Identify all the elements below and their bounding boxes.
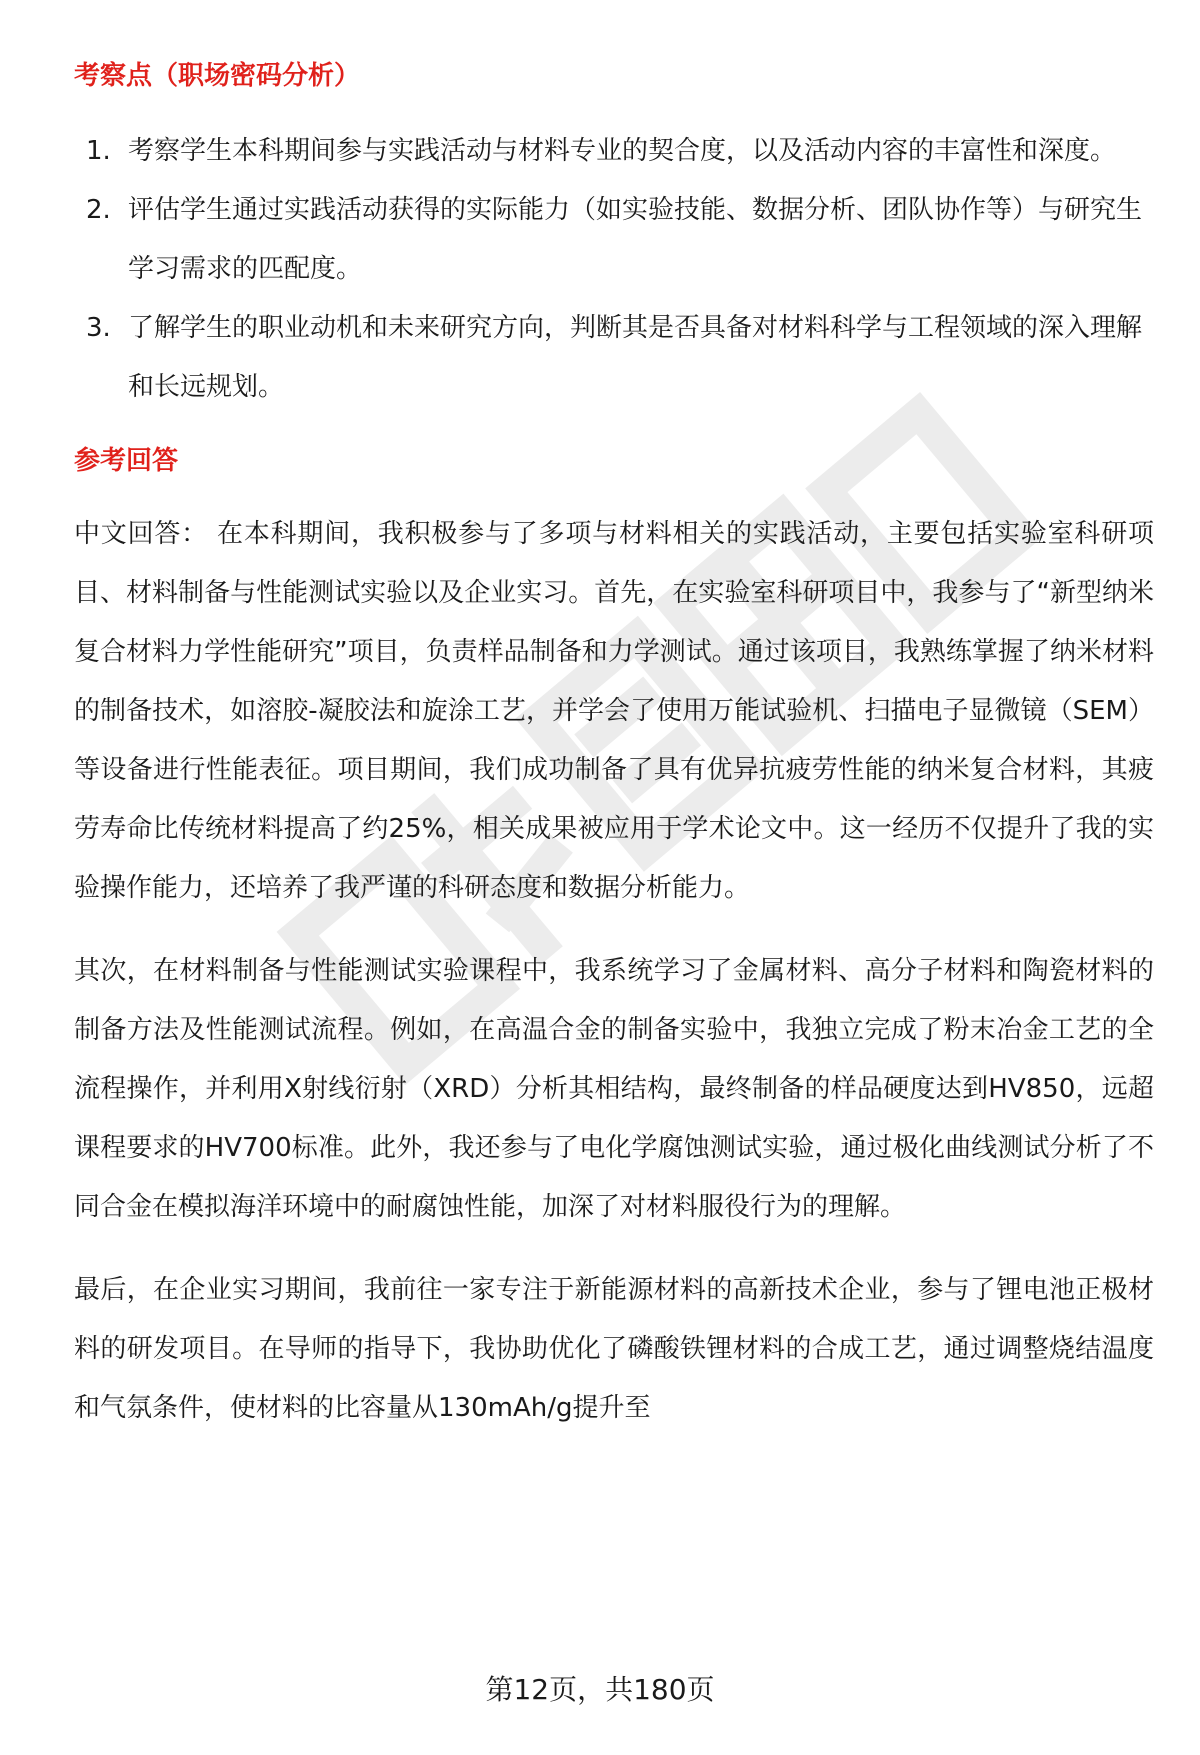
list-item-number: 2. (86, 195, 111, 225)
document-page (74, 58, 1154, 1438)
answer-paragraph: 其次，在材料制备与性能测试实验课程中，我系统学习了金属材料、高分子材料和陶瓷材料的制备方法及性能测试流程。例如，在高温合金的制备实验中，我独立完成了粉末冶金工艺的全流程操作，并利用X射线衍射（XRD）分析其相结构，最终制备的样品硬度达到HV850，远超课程要求的HV700标准。此外，我还参与了电化学腐蚀测试实验，通过极化曲线测试分析了不同合金在模拟海洋环境中的耐腐蚀性能，加深了对材料服役行为的理解。 (74, 956, 1154, 1222)
answer-paragraph: 中文回答： 在本科期间，我积极参与了多项与材料相关的实践活动，主要包括实验室科研项目、材料制备与性能测试实验以及企业实习。首先，在实验室科研项目中，我参与了“新型纳米复合材料力学性能研究”项目，负责样品制备和力学测试。通过该项目，我熟练掌握了纳米材料的制备技术，如溶胶-凝胶法和旋涂工艺，并学会了使用万能试验机、扫描电子显微镜（SEM）等设备进行性能表征。项目期间，我们成功制备了具有优异抗疲劳性能的纳米复合材料，其疲劳寿命比传统材料提高了约25%，相关成果被应用于学术论文中。这一经历不仅提升了我的实验操作能力，还培养了我严谨的科研态度和数据分析能力。 (74, 519, 1154, 903)
list-item-text: 了解学生的职业动机和未来研究方向，判断其是否具备对材料科学与工程领域的深入理解和长远规划。 (128, 313, 1143, 402)
list-item-number: 3. (86, 313, 111, 343)
list-item-text: 评估学生通过实践活动获得的实际能力（如实验技能、数据分析、团队协作等）与研究生学习需求的匹配度。 (128, 195, 1143, 284)
list-item-number: 1. (86, 136, 111, 166)
page-number-footer: 第12页，共180页 (485, 1673, 715, 1706)
section-heading-key-points: 考察点（职场密码分析） (74, 61, 361, 91)
list-item (74, 181, 1154, 299)
list-item-text: 考察学生本科期间参与实践活动与材料专业的契合度，以及活动内容的丰富性和深度。 (128, 136, 1117, 166)
answer-paragraph: 最后，在企业实习期间，我前往一家专注于新能源材料的高新技术企业，参与了锂电池正极材料的研发项目。在导师的指导下，我协助优化了磷酸铁锂材料的合成工艺，通过调整烧结温度和气氛条件，使材料的比容量从130mAh/g提升至 (74, 1275, 1154, 1423)
list-item (74, 122, 1154, 181)
list-item (74, 299, 1154, 417)
section-heading-reference-answer: 参考回答 (74, 446, 179, 476)
key-points-list (74, 122, 1154, 417)
